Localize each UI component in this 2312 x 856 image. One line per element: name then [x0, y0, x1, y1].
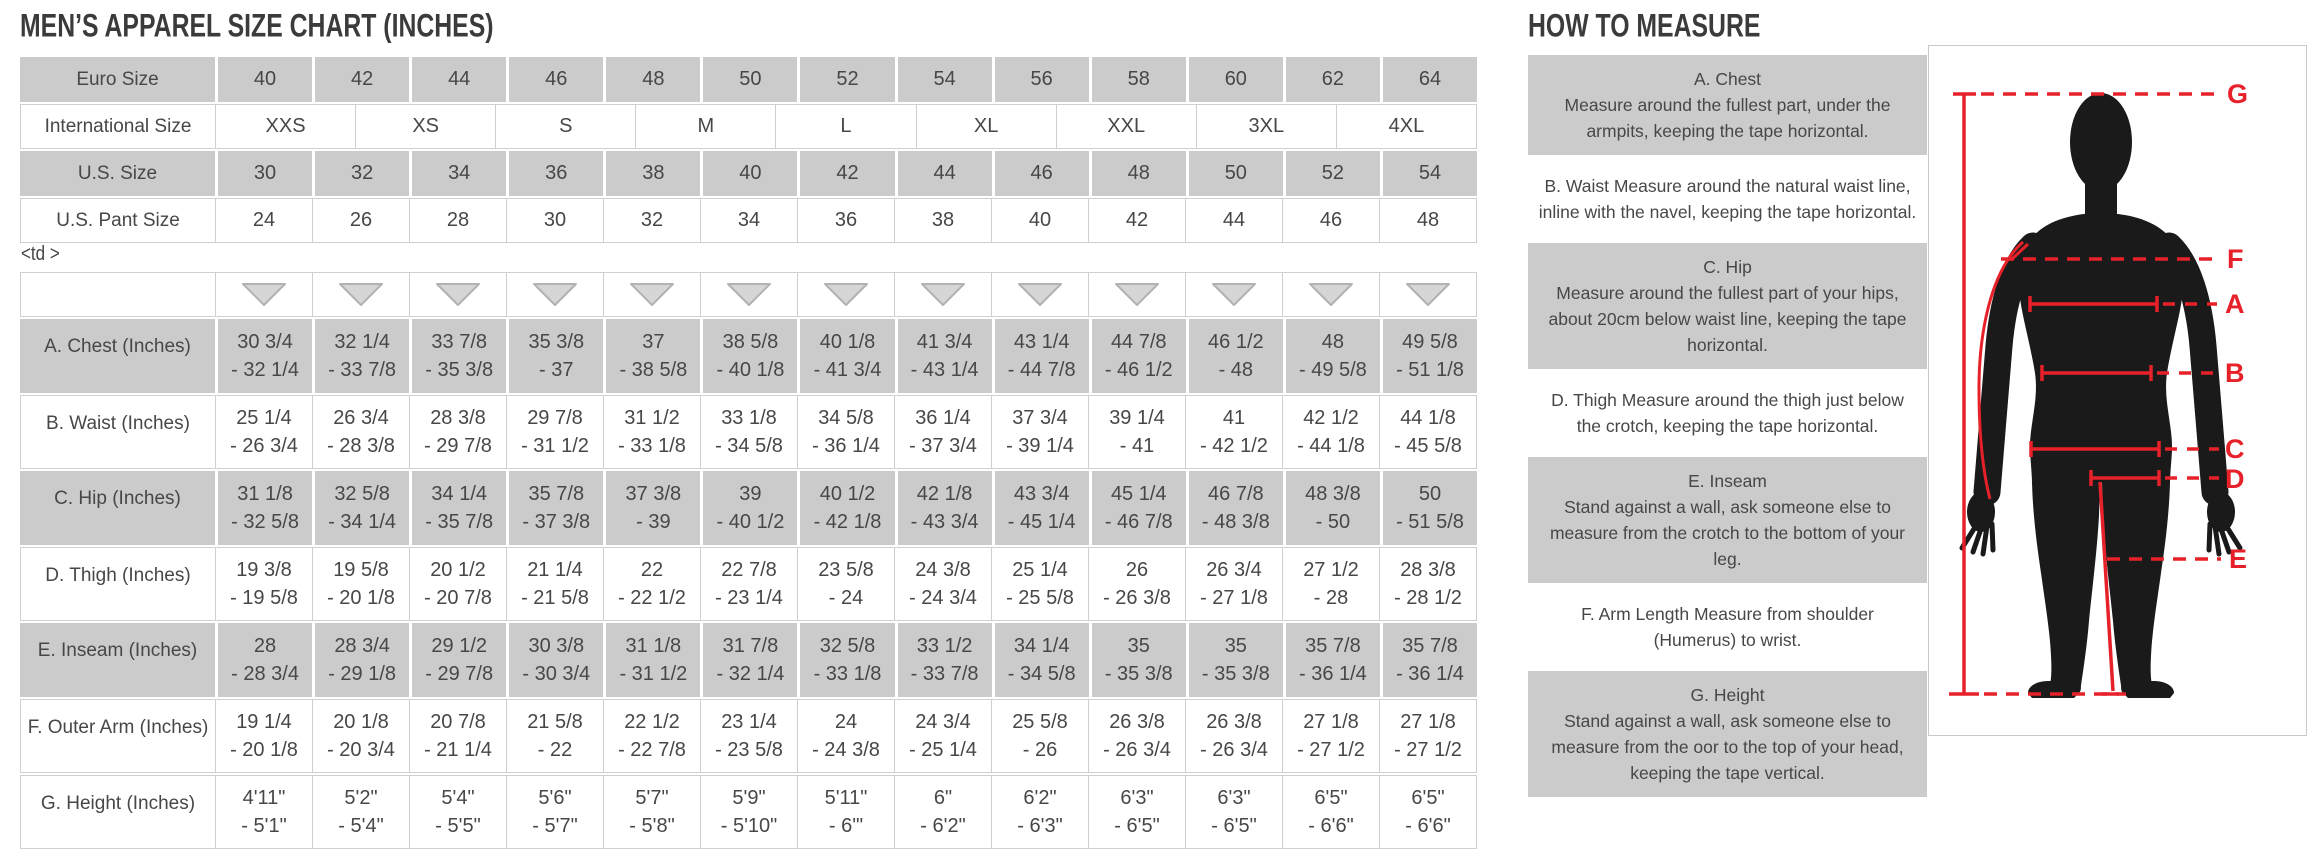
measurement-cell: 24 3/8 - 24 3/4 [895, 548, 992, 620]
measurement-cell: 19 1/4 - 20 1/8 [216, 700, 313, 772]
size-cell: 38 [895, 199, 992, 242]
measurement-cell: 5'2" - 5'4" [313, 776, 410, 848]
row-label: C. Hip (Inches) [20, 471, 215, 545]
how-to-item [1528, 55, 1927, 155]
how-to-item [1528, 590, 1927, 664]
measurement-cell: 5'11" - 6'" [798, 776, 895, 848]
measurement-cell: 4'11" - 5'1" [216, 776, 313, 848]
row-label: U.S. Pant Size [21, 199, 216, 242]
table-row [20, 547, 1477, 621]
how-to-item [1528, 162, 1927, 236]
measurement-cell: 48 3/8 - 50 [1286, 471, 1380, 545]
measurement-cell: 23 1/4 - 23 5/8 [701, 700, 798, 772]
size-cell: 40 [703, 151, 797, 196]
measurement-cell: 35 - 35 3/8 [1092, 623, 1186, 697]
measurement-cell: 6" - 6'2" [895, 776, 992, 848]
size-cell: 40 [992, 199, 1089, 242]
measurement-cell: 5'6" - 5'7" [507, 776, 604, 848]
dropdown-arrow-icon[interactable] [1380, 273, 1476, 316]
size-cell: 42 [800, 151, 894, 196]
row-label: F. Outer Arm (Inches) [21, 700, 216, 772]
size-cell: 56 [995, 57, 1089, 102]
table-row [20, 623, 1477, 697]
size-cell: 62 [1286, 57, 1380, 102]
how-to-item [1528, 376, 1927, 450]
measurement-cell: 26 3/8 - 26 3/4 [1089, 700, 1186, 772]
size-cell: 54 [898, 57, 992, 102]
measurement-cell: 31 1/8 - 31 1/2 [606, 623, 700, 697]
how-to-item-title: A. Chest [1693, 69, 1762, 89]
size-cell: 44 [898, 151, 992, 196]
measurement-cell: 28 3/8 - 29 7/8 [410, 396, 507, 468]
measurement-cell: 33 7/8 - 35 3/8 [412, 319, 506, 393]
measurement-cell: 6'5" - 6'6" [1380, 776, 1476, 848]
row-label: Euro Size [20, 57, 215, 102]
size-cell: XXS [216, 105, 356, 148]
measurement-cell: 41 3/4 - 43 1/4 [898, 319, 992, 393]
measurement-cell: 19 5/8 - 20 1/8 [313, 548, 410, 620]
size-cell: 54 [1383, 151, 1477, 196]
measurement-cell: 39 1/4 - 41 [1089, 396, 1186, 468]
diagram-label-e: E [2229, 544, 2248, 574]
size-cell: 50 [1189, 151, 1283, 196]
measurement-cell: 39 - 40 1/2 [703, 471, 797, 545]
how-to-text: D. Thigh Measure around the thigh just below the crotch, keeping the tape horizontal. [1551, 390, 1904, 436]
measurement-cell: 31 1/2 - 33 1/8 [604, 396, 701, 468]
how-to-item-title: E. Inseam [1688, 471, 1767, 491]
how-to-item [1528, 243, 1927, 369]
dropdown-arrow-icon[interactable] [992, 273, 1089, 316]
measurement-cell: 35 7/8 - 37 3/8 [509, 471, 603, 545]
body-measurement-diagram [1928, 45, 2307, 736]
diagram-label-g: G [2227, 79, 2249, 109]
measurement-cell: 37 3/4 - 39 1/4 [992, 396, 1089, 468]
measurement-cell: 25 5/8 - 26 [992, 700, 1089, 772]
measurement-cell: 44 7/8 - 46 1/2 [1092, 319, 1186, 393]
size-cell: XL [917, 105, 1057, 148]
measurement-cell: 26 3/8 - 26 3/4 [1186, 700, 1283, 772]
size-cell: M [636, 105, 776, 148]
measurement-cell: 42 1/2 - 44 1/8 [1283, 396, 1380, 468]
measurement-cell: 5'4" - 5'5" [410, 776, 507, 848]
measurement-cell: 34 1/4 - 35 7/8 [412, 471, 506, 545]
measurement-cell: 29 7/8 - 31 1/2 [507, 396, 604, 468]
measurement-cell: 25 1/4 - 25 5/8 [992, 548, 1089, 620]
measurement-cell: 24 3/4 - 25 1/4 [895, 700, 992, 772]
size-cell: 48 [1092, 151, 1186, 196]
measurement-cell: 35 3/8 - 37 [509, 319, 603, 393]
measurement-cell: 21 1/4 - 21 5/8 [507, 548, 604, 620]
filter-arrow-row [20, 272, 1477, 317]
measurement-cell: 36 1/4 - 37 3/4 [895, 396, 992, 468]
dropdown-arrow-icon[interactable] [507, 273, 604, 316]
measurement-cell: 32 5/8 - 34 1/4 [315, 471, 409, 545]
how-to-text: Stand against a wall, ask someone else to measure from the crotch to the bottom of your leg. [1549, 497, 1906, 569]
measurement-cell: 6'5" - 6'6" [1283, 776, 1380, 848]
how-to-list [1528, 55, 1927, 804]
how-to-text: Measure around the fullest part of your hips, about 20cm below waist line, keeping the tape horizontal. [1548, 283, 1907, 355]
diagram-label-f: F [2227, 244, 2244, 274]
size-cell: 3XL [1197, 105, 1337, 148]
how-to-text: B. Waist Measure around the natural waist line, inline with the navel, keeping the tape horizontal. [1538, 176, 1917, 222]
measurement-cell: 20 1/8 - 20 3/4 [313, 700, 410, 772]
measurement-cell: 5'9" - 5'10" [701, 776, 798, 848]
how-to-item-title: C. Hip [1703, 257, 1752, 277]
measurement-cell: 30 3/4 - 32 1/4 [218, 319, 312, 393]
body-diagram-svg [1929, 46, 2306, 735]
how-to-item [1528, 457, 1927, 583]
measurement-cell: 43 3/4 - 45 1/4 [995, 471, 1089, 545]
measurement-cell: 35 7/8 - 36 1/4 [1383, 623, 1477, 697]
diagram-label-c: C [2225, 434, 2245, 464]
size-cell: L [776, 105, 916, 148]
row-label: International Size [21, 105, 216, 148]
dropdown-arrow-icon[interactable] [1186, 273, 1283, 316]
how-to-text: Measure around the fullest part, under the armpits, keeping the tape horizontal. [1564, 95, 1891, 141]
how-to-measure-title: HOW TO MEASURE [1528, 7, 1761, 44]
how-to-text: Stand against a wall, ask someone else to measure from the oor to the top of your head, keeping the tape vertical. [1551, 711, 1904, 783]
row-label: A. Chest (Inches) [20, 319, 215, 393]
measurement-cell: 6'3" - 6'5" [1089, 776, 1186, 848]
size-cell: 64 [1383, 57, 1477, 102]
measurement-cell: 25 1/4 - 26 3/4 [216, 396, 313, 468]
measurement-cell: 24 - 24 3/8 [798, 700, 895, 772]
size-cell: 50 [703, 57, 797, 102]
measurement-table [20, 272, 1477, 851]
how-to-item [1528, 671, 1927, 797]
dropdown-arrow-icon[interactable] [410, 273, 507, 316]
measurement-cell: 33 1/8 - 34 5/8 [701, 396, 798, 468]
measurement-cell: 31 1/8 - 32 5/8 [218, 471, 312, 545]
size-cell: 58 [1092, 57, 1186, 102]
size-cell: 28 [410, 199, 507, 242]
diagram-label-b: B [2225, 358, 2245, 388]
size-cell: 38 [606, 151, 700, 196]
measurement-cell: 26 3/4 - 28 3/8 [313, 396, 410, 468]
dropdown-arrow-icon[interactable] [1089, 273, 1186, 316]
size-cell: 30 [507, 199, 604, 242]
measurement-cell: 22 7/8 - 23 1/4 [701, 548, 798, 620]
measurement-cell: 20 1/2 - 20 7/8 [410, 548, 507, 620]
table-row [20, 395, 1477, 469]
row-label: E. Inseam (Inches) [20, 623, 215, 697]
measurement-cell: 28 3/4 - 29 1/8 [315, 623, 409, 697]
measurement-cell: 22 - 22 1/2 [604, 548, 701, 620]
measurement-cell: 19 3/8 - 19 5/8 [216, 548, 313, 620]
measurement-cell: 40 1/8 - 41 3/4 [800, 319, 894, 393]
size-cell: 42 [1089, 199, 1186, 242]
arrow-row-label-cell [21, 273, 216, 316]
size-cell: 34 [412, 151, 506, 196]
size-cell: 24 [216, 199, 313, 242]
measurement-cell: 44 1/8 - 45 5/8 [1380, 396, 1476, 468]
table-row [20, 104, 1477, 149]
measurement-cell: 32 5/8 - 33 1/8 [800, 623, 894, 697]
size-cell: 42 [315, 57, 409, 102]
page-title: MEN’S APPAREL SIZE CHART (INCHES) [20, 7, 494, 44]
measurement-cell: 46 1/2 - 48 [1189, 319, 1283, 393]
dropdown-arrow-icon[interactable] [604, 273, 701, 316]
size-cell: 46 [1283, 199, 1380, 242]
size-table [20, 57, 1477, 245]
measurement-cell: 28 3/8 - 28 1/2 [1380, 548, 1476, 620]
diagram-label-d: D [2225, 464, 2245, 494]
row-label: D. Thigh (Inches) [21, 548, 216, 620]
measurement-cell: 6'2" - 6'3" [992, 776, 1089, 848]
table-row [20, 151, 1477, 196]
measurement-cell: 43 1/4 - 44 7/8 [995, 319, 1089, 393]
row-label: G. Height (Inches) [21, 776, 216, 848]
size-cell: 36 [509, 151, 603, 196]
measurement-cell: 50 - 51 5/8 [1383, 471, 1477, 545]
measurement-cell: 22 1/2 - 22 7/8 [604, 700, 701, 772]
size-cell: 26 [313, 199, 410, 242]
how-to-item-title: G. Height [1690, 685, 1765, 705]
measurement-cell: 35 - 35 3/8 [1189, 623, 1283, 697]
measurement-cell: 34 5/8 - 36 1/4 [798, 396, 895, 468]
size-cell: 46 [509, 57, 603, 102]
measurement-cell: 45 1/4 - 46 7/8 [1092, 471, 1186, 545]
measurement-cell: 35 7/8 - 36 1/4 [1286, 623, 1380, 697]
measurement-cell: 28 - 28 3/4 [218, 623, 312, 697]
measurement-cell: 29 1/2 - 29 7/8 [412, 623, 506, 697]
measurement-cell: 26 - 26 3/8 [1089, 548, 1186, 620]
measurement-cell: 30 3/8 - 30 3/4 [509, 623, 603, 697]
measurement-cell: 46 7/8 - 48 3/8 [1189, 471, 1283, 545]
dropdown-arrow-icon[interactable] [895, 273, 992, 316]
size-cell: 60 [1189, 57, 1283, 102]
dropdown-arrow-icon[interactable] [1283, 273, 1380, 316]
size-cell: 46 [995, 151, 1089, 196]
measurement-cell: 27 1/2 - 28 [1283, 548, 1380, 620]
size-cell: 48 [606, 57, 700, 102]
table-row [20, 198, 1477, 243]
dropdown-arrow-icon[interactable] [798, 273, 895, 316]
table-row [20, 775, 1477, 849]
size-cell: S [496, 105, 636, 148]
measurement-cell: 6'3" - 6'5" [1186, 776, 1283, 848]
body-silhouette [1962, 93, 2240, 698]
measurement-cell: 20 7/8 - 21 1/4 [410, 700, 507, 772]
table-row [20, 57, 1477, 102]
dropdown-arrow-icon[interactable] [216, 273, 313, 316]
row-label: B. Waist (Inches) [21, 396, 216, 468]
measurement-cell: 38 5/8 - 40 1/8 [703, 319, 797, 393]
measurement-cell: 31 7/8 - 32 1/4 [703, 623, 797, 697]
size-cell: 48 [1380, 199, 1476, 242]
measurement-cell: 21 5/8 - 22 [507, 700, 604, 772]
measurement-cell: 27 1/8 - 27 1/2 [1283, 700, 1380, 772]
measurement-cell: 37 - 38 5/8 [606, 319, 700, 393]
measurement-cell: 49 5/8 - 51 1/8 [1383, 319, 1477, 393]
measurement-cell: 41 - 42 1/2 [1186, 396, 1283, 468]
row-label: U.S. Size [20, 151, 215, 196]
measurement-cell: 5'7" - 5'8" [604, 776, 701, 848]
size-cell: 32 [315, 151, 409, 196]
size-cell: 40 [218, 57, 312, 102]
measurement-cell: 42 1/8 - 43 3/4 [898, 471, 992, 545]
measurement-cell: 48 - 49 5/8 [1286, 319, 1380, 393]
measurement-cell: 27 1/8 - 27 1/2 [1380, 700, 1476, 772]
size-cell: XXL [1057, 105, 1197, 148]
diagram-label-a: A [2225, 289, 2245, 319]
size-cell: 44 [1186, 199, 1283, 242]
table-row [20, 699, 1477, 773]
measurement-cell: 40 1/2 - 42 1/8 [800, 471, 894, 545]
how-to-text: F. Arm Length Measure from shoulder (Humerus) to wrist. [1581, 604, 1874, 650]
measurement-cell: 26 3/4 - 27 1/8 [1186, 548, 1283, 620]
measurement-cell: 37 3/8 - 39 [606, 471, 700, 545]
measurement-cell: 34 1/4 - 34 5/8 [995, 623, 1089, 697]
table-row [20, 319, 1477, 393]
dropdown-arrow-icon[interactable] [313, 273, 410, 316]
size-cell: XS [356, 105, 496, 148]
size-cell: 36 [798, 199, 895, 242]
size-cell: 52 [1286, 151, 1380, 196]
measurement-cell: 33 1/2 - 33 7/8 [898, 623, 992, 697]
size-cell: 4XL [1337, 105, 1476, 148]
stray-td-text: <td > [21, 243, 60, 265]
size-cell: 52 [800, 57, 894, 102]
measurement-cell: 23 5/8 - 24 [798, 548, 895, 620]
measurement-cell: 32 1/4 - 33 7/8 [315, 319, 409, 393]
size-cell: 30 [218, 151, 312, 196]
table-row [20, 471, 1477, 545]
size-cell: 32 [604, 199, 701, 242]
size-cell: 34 [701, 199, 798, 242]
dropdown-arrow-icon[interactable] [701, 273, 798, 316]
size-cell: 44 [412, 57, 506, 102]
